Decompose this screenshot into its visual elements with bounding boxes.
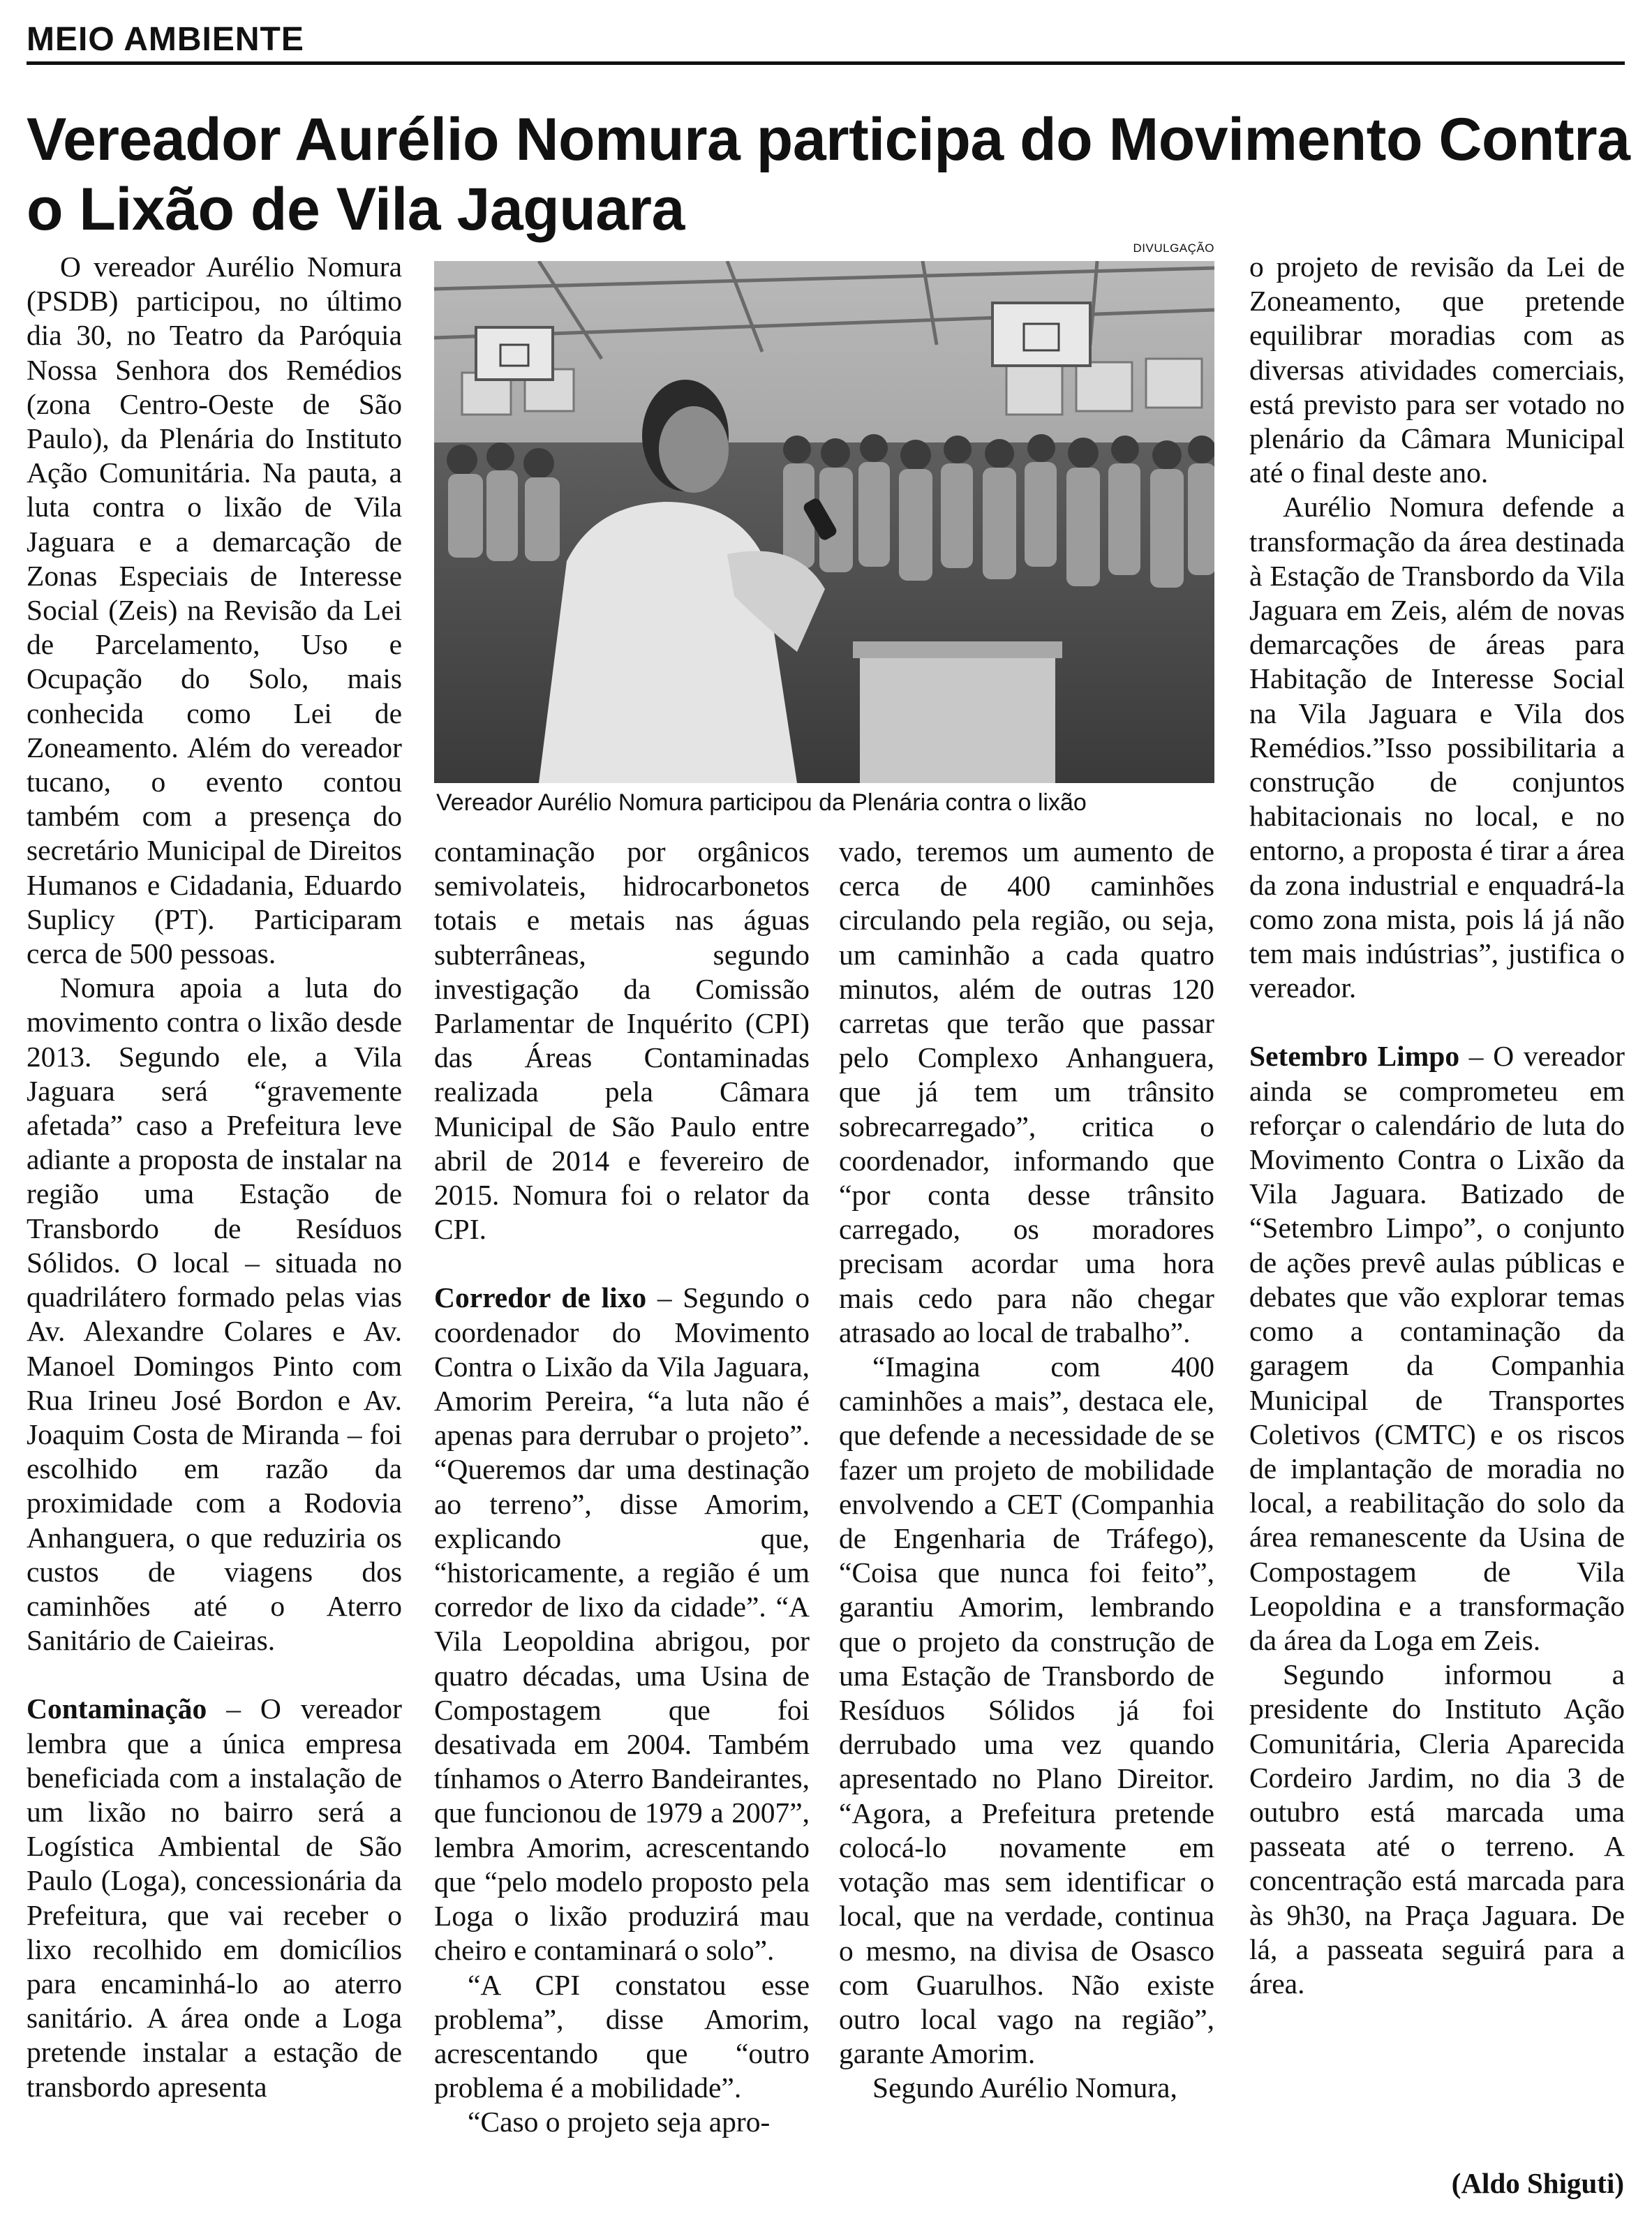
article-column-2	[434, 835, 810, 2140]
paragraph-text: – Segundo o coordenador do Movimento Contra o Lixão da Vila Jaguara, Amorim Pereira, “a luta não é apenas para derrubar o projeto”. “Queremos dar uma destinação ao terreno”, disse Amorim, explicando que, “historicamente, a região é um corredor de lixo da cidade”. “A Vila Leopoldina abrigou, por quatro décadas, uma Usina de Compostagem que foi desativada em 2004. Também tínhamos o Aterro Bandeirantes, que funcionou de 1979 a 2007”, lembra Amorim, acrescentando que “pelo modelo proposto pela Loga o lixão produzirá mau cheiro e contaminará o solo”.	[434, 1281, 810, 1967]
paragraph: O vereador Aurélio Nomura (PSDB) participou, no último dia 30, no Teatro da Paróquia Nossa Senhora dos Remédios (zona Centro-Oeste de São Paulo), da Plenária do Instituto Ação Comunitária. Na pauta, a luta contra o lixão de Vila Jaguara e a demarcação de Zonas Especiais de Interesse Social (Zeis) na Revisão da Lei de Parcelamento, Uso e Ocupação do Solo, mais conhecida como Lei de Zoneamento. Além do vereador tucano, o evento contou também com a presença do secretário Municipal de Direitos Humanos e Cidadania, Eduardo Suplicy (PT). Participaram cerca de 500 pessoas.	[27, 251, 402, 970]
author-signature: (Aldo Shiguti)	[1451, 2167, 1624, 2199]
article-column-4	[1249, 250, 1625, 2001]
paragraph-text: – O vereador lembra que a única empresa beneficiada com a instalação de um lixão no bairro será a Logística Ambiental de São Paulo (Loga), concessionária da Prefeitura, que vai receber o lixo recolhido em domicílios para encaminhá-lo ao aterro sanitário. A área onde a Loga pretende instalar a estação de transbordo apresenta	[27, 1692, 402, 2103]
paragraph: vado, teremos um aumento de cerca de 400 caminhões circulando pela região, ou seja, um caminhão a cada quatro minutos, além de outras 120 carretas que terão que passar pelo Complexo Anhanguera, que já tem um trânsito sobrecarregado”, critica o coordenador, informando que “por conta desse trânsito carregado, os moradores precisam acordar uma hora mais cedo para não chegar atrasado ao local de trabalho”.	[839, 835, 1214, 1348]
paragraph: Segundo Aurélio Nomura,	[872, 2071, 1177, 2104]
article-column-3	[839, 835, 1214, 2106]
paragraph-text: – O vereador ainda se comprometeu em reforçar o calendário de luta do Movimento Contra o Lixão da Vila Jaguara. Batizado de “Setembro Limpo”, o conjunto de ações prevê aulas públicas e debates que vão explorar temas como a contaminação da garagem da Companhia Municipal de Transportes Coletivos (CMTC) e os riscos de implantação de moradia no local, a reabilitação do solo da área remanescente da Usina de Compostagem de Vila Leopoldina e a transformação da área da Loga em Zeis.	[1249, 1040, 1625, 1656]
subheading-paragraph	[434, 1281, 810, 1967]
subheading: Setembro Limpo	[1249, 1040, 1460, 1073]
paragraph: o projeto de revisão da Lei de Zoneamento, que pretende equilibrar moradias com as diversas atividades comerciais, está previsto para ser votado no plenário da Câmara Municipal até o final deste ano.	[1249, 251, 1625, 489]
photo-caption: Vereador Aurélio Nomura participou da Plenária contra o lixão	[436, 789, 1087, 816]
paragraph: Nomura apoia a luta do movimento contra o lixão desde 2013. Segundo ele, a Vila Jaguara será “gravemente afetada” caso a Prefeitura leve adiante a proposta de instalar na região uma Estação de Transbordo de Resíduos Sólidos. O local – situada no quadrilátero formado pelas vias Av. Alexandre Colares e Av. Manoel Domingos Pinto com Rua Irineu José Bordon e Av. Joaquim Costa de Miranda – foi escolhido em razão da proximidade com a Rodovia Anhanguera, o que reduziria os custos de viagens dos caminhões até o Aterro Sanitário de Caieiras.	[27, 972, 402, 1657]
photo-credit: DIVULGAÇÃO	[1133, 241, 1214, 255]
subheading-paragraph	[27, 1692, 402, 2104]
section-label: MEIO AMBIENTE	[27, 20, 1625, 65]
headline: Vereador Aurélio Nomura participa do Movimento Contra o Lixão de Vila Jaguara	[27, 106, 1630, 243]
paragraph: “Caso o projeto seja apro-	[468, 2106, 771, 2138]
paragraph: “Imagina com 400 caminhões a mais”, destaca ele, que defende a necessidade de se fazer um projeto de mobilidade envolvendo a CET (Companhia de Engenharia de Tráfego), “Coisa que nunca foi feito”, garantiu Amorim, lembrando que o projeto da construção de uma Estação de Transbordo de Resíduos Sólidos já foi derrubado uma vez quando apresentado no Plano Direitor. “Agora, a Prefeitura pretende colocá-lo novamente em votação mas sem identificar o local, que na verdade, continua o mesmo, na divisa de Osasco com Guarulhos. Não existe outro local vago na região”, garante Amorim.	[839, 1350, 1214, 2070]
subheading: Corredor de lixo	[434, 1281, 647, 1314]
subheading-paragraph	[1249, 1039, 1625, 1658]
paragraph: “A CPI constatou esse problema”, disse Amorim, acrescentando que “outro problema é a mobilidade”.	[434, 1968, 810, 2104]
article-photo	[434, 261, 1214, 783]
paragraph: Segundo informou a presidente do Instituto Ação Comunitária, Cleria Aparecida Cordeiro Jardim, no dia 3 de outubro está marcada uma passeata até o terreno. A concentração está marcada para às 9h30, na Praça Jaguara. De lá, a passeata seguirá para a área.	[1249, 1658, 1625, 2000]
photo-illustration	[434, 261, 1214, 783]
subheading: Contaminação	[27, 1692, 207, 1725]
paragraph: contaminação por orgânicos semivolateis, hidrocarbonetos totais e metais nas águas subterrâneas, segundo investigação da Comissão Parlamentar de Inquérito (CPI) das Áreas Contaminadas realizada pela Câmara Municipal de São Paulo entre abril de 2014 e fevereiro de 2015. Nomura foi o relator da CPI.	[434, 835, 810, 1246]
article-column-1	[27, 250, 402, 2104]
paragraph: Aurélio Nomura defende a transformação da área destinada à Estação de Transbordo da Vila Jaguara em Zeis, além de novas demarcações de áreas para Habitação de Interesse Social na Vila Jaguara e Vila dos Remédios.”Isso possibilitaria a construção de conjuntos habitacionais no local, e no entorno, a proposta é tirar a área da zona industrial e enquadrá-la como zona mista, pois lá já não tem mais indústrias”, justifica o vereador.	[1249, 491, 1625, 1004]
